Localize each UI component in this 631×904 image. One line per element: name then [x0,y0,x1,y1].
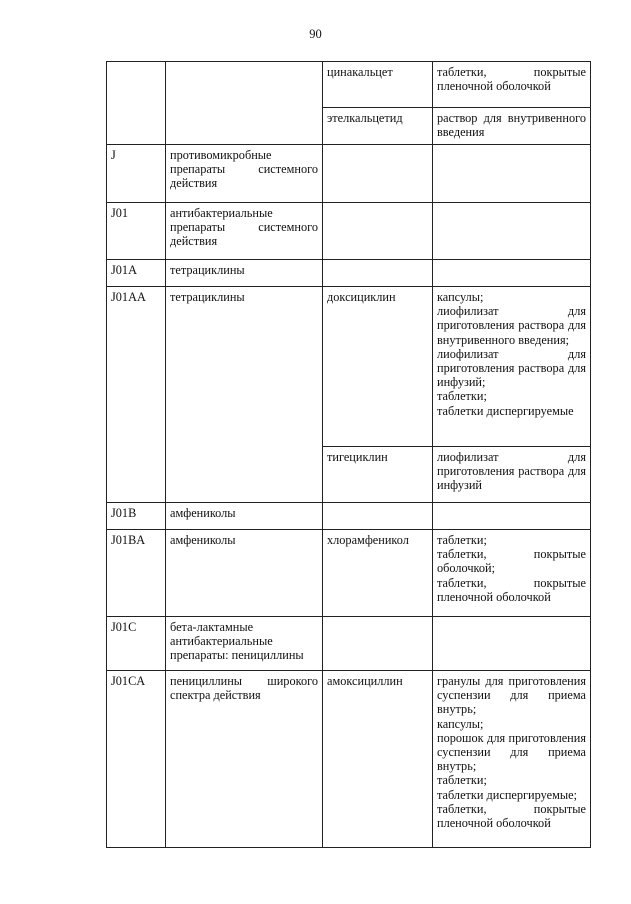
group-name-cell: бета-лактамные антибактериальные препараты: пенициллины [166,617,323,671]
group-name-cell: амфениколы [166,503,323,530]
dosage-form: таблетки; [437,773,487,788]
dosage-form: капсулы; [437,290,484,304]
atc-code-cell: J01BA [107,530,166,617]
dosage-form-cell [433,108,591,145]
atc-code-cell [107,62,166,145]
drug-name-cell: хлорамфеникол [323,530,433,617]
dosage-form-cell [433,617,591,671]
atc-code-cell: J01B [107,503,166,530]
page-number: 90 [309,27,322,41]
dosage-form: таблетки, покрытые оболочкой; [437,547,586,576]
dosage-form: таблетки диспергируемые; [437,787,577,802]
table-row [107,62,591,108]
dosage-form: таблетки, покрытые пленочной оболочкой [437,801,586,831]
drug-name-cell [323,617,433,671]
dosage-form-cell [433,145,591,203]
atc-code-cell: J01A [107,260,166,287]
dosage-form: лиофилизат для приготовления раствора для инфузий [437,450,586,493]
dosage-form: таблетки диспергируемые [437,403,574,418]
dosage-form: таблетки, покрытые пленочной оболочкой [437,65,586,94]
table-row [107,671,591,848]
dosage-form: таблетки; [437,389,487,404]
atc-code-cell: J01AA [107,287,166,503]
group-name-cell: амфениколы [166,530,323,617]
dosage-form: лиофилизат для приготовления раствора для инфузий; [437,346,586,390]
drug-name-cell [323,260,433,287]
atc-code-cell: J01 [107,203,166,260]
table-row [107,203,591,260]
drug-name-cell [323,203,433,260]
group-name-cell [166,62,323,145]
drug-name-cell: тигециклин [323,447,433,503]
dosage-form-cell [433,447,591,503]
drug-name-cell [323,145,433,203]
atc-code-cell: J [107,145,166,203]
drug-name-cell: цинакальцет [323,62,433,108]
drug-name-cell: этелкальцетид [323,108,433,145]
drug-name-cell [323,503,433,530]
group-name-cell: тетрациклины [166,287,323,503]
dosage-form-cell [433,287,591,447]
table-row [107,260,591,287]
dosage-form: лиофилизат для приготовления раствора для внутривенного введения; [437,304,586,347]
table-row [107,503,591,530]
atc-code-cell: J01CA [107,671,166,848]
dosage-form: капсулы; [437,716,484,731]
table-row [107,145,591,203]
dosage-form-cell [433,260,591,287]
table-row [107,530,591,617]
dosage-form-cell [433,530,591,617]
drug-table [106,61,591,848]
group-name-cell: противомикробные препараты системного действия [166,145,323,203]
dosage-form-cell [433,203,591,260]
drug-name-cell: амоксициллин [323,671,433,848]
dosage-form-cell [433,503,591,530]
dosage-form: таблетки, покрытые пленочной оболочкой [437,575,586,604]
drug-name-cell: доксициклин [323,287,433,447]
table-row [107,287,591,447]
group-name-cell: пенициллины широкого спектра действия [166,671,323,848]
dosage-form: гранулы для приготовления суспензии для приема внутрь; [437,674,586,717]
dosage-form: раствор для внутривенного введения [437,111,586,140]
group-name-cell: тетрациклины [166,260,323,287]
table-row [107,617,591,671]
dosage-form-cell [433,671,591,848]
dosage-form-cell [433,62,591,108]
group-name-cell: антибактериальные препараты системного действия [166,203,323,260]
atc-code-cell: J01C [107,617,166,671]
dosage-form: таблетки; [437,533,487,547]
dosage-form: порошок для приготовления суспензии для приема внутрь; [437,730,586,774]
